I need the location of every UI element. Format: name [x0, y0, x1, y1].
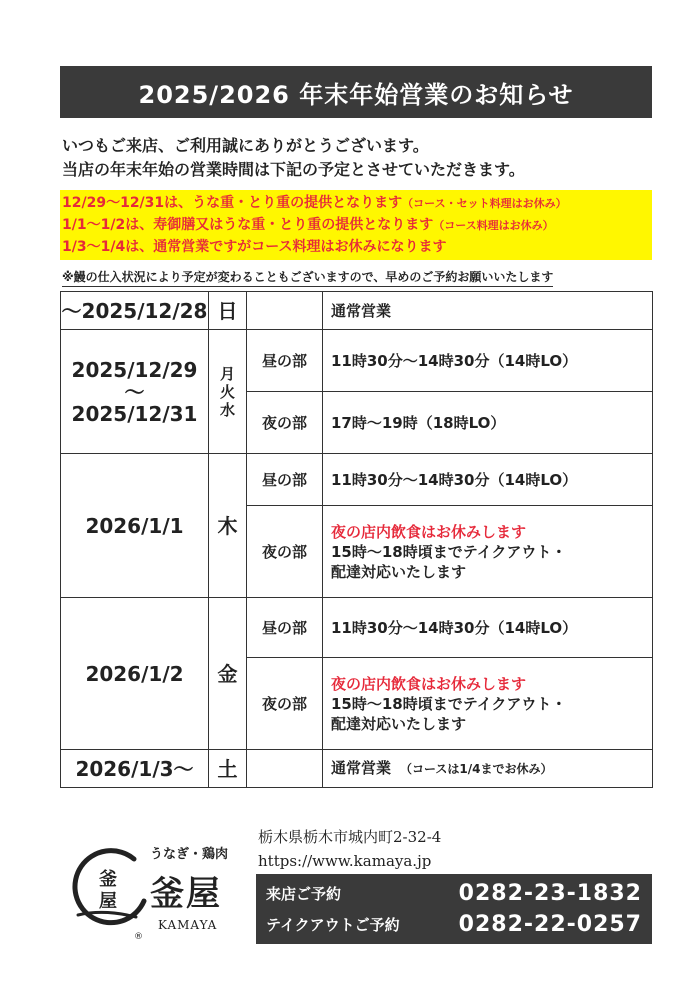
reserve-label: 来店ご予約 — [266, 885, 342, 903]
table-row — [61, 750, 653, 788]
day-cell: 土 — [209, 750, 247, 788]
contact-box — [256, 874, 652, 944]
date-cell: 2026/1/3～ — [61, 750, 209, 788]
brand-logo — [64, 845, 152, 933]
footnote: ※鰻の仕入状況により予定が変わることもございますので、早めのご予約お願いいたします — [62, 268, 553, 287]
notice-line-3: 1/3～1/4は、通常営業ですがコース料理はお休みになります — [62, 239, 447, 255]
reserve-phone[interactable]: 0282-23-1832 — [458, 881, 642, 906]
lunch-label: 昼の部 — [247, 454, 323, 506]
intro-line-1: いつもご来店、ご利用誠にありがとうございます。 — [62, 136, 429, 155]
table-row — [61, 598, 653, 658]
lunch-hours: 11時30分～14時30分（14時LO） — [323, 454, 653, 506]
day-cell: 木 — [209, 454, 247, 598]
blank-cell — [247, 750, 323, 788]
brand-name-en: KAMAYA — [158, 918, 218, 932]
intro-text — [62, 134, 525, 182]
lunch-hours: 11時30分～14時30分（14時LO） — [323, 598, 653, 658]
registered-mark: ® — [134, 932, 143, 942]
dinner-hours: 夜の店内飲食はお休みします 15時～18時頃までテイクアウト・ 配達対応いたします — [323, 658, 653, 750]
notice-line-1: 12/29～12/31は、うな重・とり重の提供となります（コース・セット料理はお休み） — [62, 195, 567, 211]
date-cell: 2026/1/2 — [61, 598, 209, 750]
address-block — [258, 825, 441, 873]
address: 栃木県栃木市城内町2-32-4 — [258, 828, 442, 846]
lunch-hours: 11時30分～14時30分（14時LO） — [323, 330, 653, 392]
date-cell: 2025/12/29 ～ 2025/12/31 — [61, 330, 209, 454]
schedule-table — [60, 291, 653, 788]
day-cell: 金 — [209, 598, 247, 750]
dinner-label: 夜の部 — [247, 392, 323, 454]
brand-name: 釜屋 — [150, 874, 222, 914]
hours-cell: 通常営業 （コースは1/4までお休み） — [323, 750, 653, 788]
blank-cell — [247, 292, 323, 330]
website-link[interactable]: https://www.kamaya.jp — [258, 852, 432, 870]
logo-mark-icon — [64, 845, 152, 933]
takeout-label: テイクアウトご予約 — [266, 916, 400, 934]
dinner-hours: 夜の店内飲食はお休みします 15時～18時頃までテイクアウト・ 配達対応いたします — [323, 506, 653, 598]
page-title: 2025/2026 年末年始営業のお知らせ — [60, 66, 652, 118]
notice-line-2: 1/1～1/2は、寿御膳又はうな重・とり重の提供となります（コース料理はお休み） — [62, 217, 554, 233]
brand-subtitle: うなぎ・鶏肉 — [150, 847, 229, 862]
hours-cell: 通常営業 — [323, 292, 653, 330]
reserve-row — [266, 878, 642, 909]
date-cell: 2026/1/1 — [61, 454, 209, 598]
dinner-label: 夜の部 — [247, 506, 323, 598]
dinner-label: 夜の部 — [247, 658, 323, 750]
table-row — [61, 292, 653, 330]
svg-text:屋: 屋 — [99, 891, 117, 912]
svg-text:釜: 釜 — [99, 869, 117, 890]
day-cell: 日 — [209, 292, 247, 330]
takeout-row — [266, 909, 642, 940]
dinner-hours: 17時～19時（18時LO） — [323, 392, 653, 454]
day-cell: 月 火 水 — [209, 330, 247, 454]
table-row — [61, 454, 653, 506]
takeout-phone[interactable]: 0282-22-0257 — [458, 912, 642, 937]
lunch-label: 昼の部 — [247, 598, 323, 658]
highlight-notice — [60, 190, 652, 260]
lunch-label: 昼の部 — [247, 330, 323, 392]
intro-line-2: 当店の年末年始の営業時間は下記の予定とさせていただきます。 — [62, 160, 525, 179]
date-cell: ～2025/12/28 — [61, 292, 209, 330]
table-row — [61, 330, 653, 392]
